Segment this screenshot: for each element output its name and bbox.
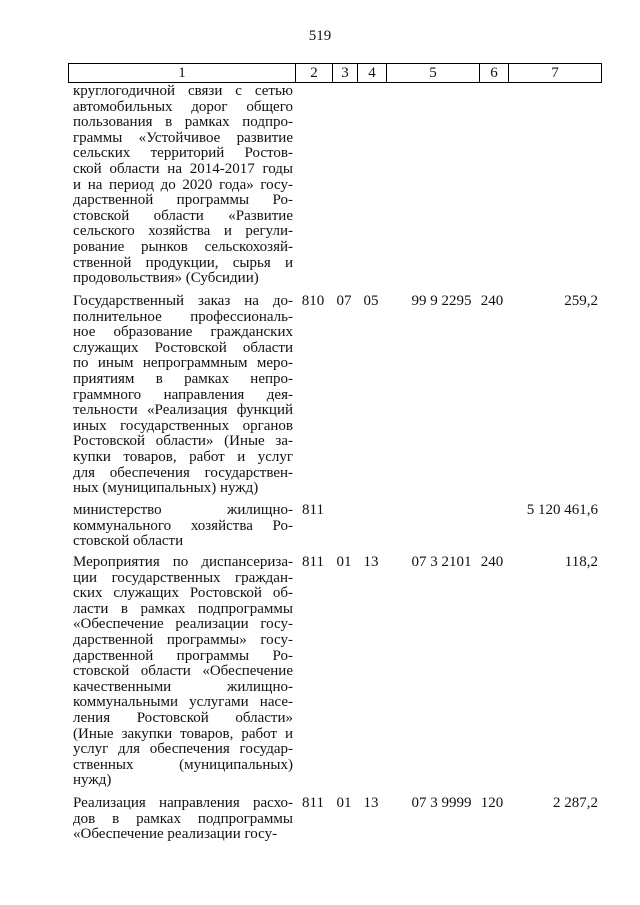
description-line: ственной продукции, сырья и — [73, 254, 293, 271]
description-line: купки товаров, работ и услуг — [73, 448, 293, 465]
section-code: 01 — [336, 795, 352, 811]
description-line: сельского хозяйства и регули- — [73, 223, 293, 240]
description-line: Ростовской области» (Иные за- — [73, 433, 293, 450]
description-line: служащих Ростовской области — [73, 339, 293, 356]
description-line: рование рынков сельскохозяй- — [73, 238, 293, 255]
description-line: граммного направления дея- — [73, 386, 293, 403]
description-line: дарственной программы Ро- — [73, 192, 293, 209]
description-line: коммунального хозяйства Ро- — [73, 517, 293, 534]
header-col-4: 4 — [368, 65, 376, 81]
subsection-code: 05 — [363, 293, 379, 309]
description-line: приятиям в рамках непро- — [73, 370, 293, 387]
description-line: ции государственных граждан- — [73, 569, 293, 586]
description-line: ласти в рамках подпрограммы — [73, 600, 293, 617]
section-code: 07 — [336, 293, 352, 309]
description-line: нужд) — [73, 772, 112, 789]
description-line: продовольствия» (Субсидии) — [73, 270, 259, 287]
row-description — [73, 294, 293, 497]
description-line: «Обеспечение реализации госу- — [73, 616, 293, 633]
description-line: Государственный заказ на до- — [73, 293, 293, 309]
section-code: 01 — [336, 554, 352, 570]
description-line: дарственной программы» госу- — [73, 631, 293, 648]
description-line: круглогодичной связи с сетью — [73, 83, 293, 99]
description-line: стовской области — [73, 533, 184, 550]
amount: 5 120 461,6 — [526, 502, 598, 518]
description-line: коммунальными услугами насе- — [73, 694, 293, 711]
expense-type-code: 240 — [480, 554, 504, 570]
description-line: ное образование гражданских — [73, 324, 293, 341]
header-col-3: 3 — [341, 65, 349, 81]
description-line: тельности «Реализация функций — [73, 402, 293, 419]
description-line: граммы «Устойчивое развитие — [73, 129, 293, 146]
description-line: стовской области «Развитие — [73, 207, 293, 224]
target-article-code: 07 3 9999 — [411, 795, 472, 811]
description-line: иных государственных органов — [73, 417, 293, 434]
header-col-7: 7 — [551, 65, 559, 81]
admin-code: 810 — [301, 293, 325, 309]
header-col-1: 1 — [178, 65, 186, 81]
description-line: дов в рамках подпрограммы — [73, 810, 293, 827]
amount: 118,2 — [564, 554, 598, 570]
description-line: для обеспечения государствен- — [73, 464, 293, 481]
admin-code: 811 — [302, 795, 324, 811]
description-line: «Обеспечение реализации госу- — [73, 826, 278, 843]
description-line: Мероприятия по диспансериза- — [73, 554, 293, 570]
description-line: Реализация направления расхо- — [73, 795, 293, 811]
description-line: и на период до 2020 года» госу- — [73, 176, 293, 193]
row-description — [73, 796, 293, 843]
amount: 2 287,2 — [553, 795, 598, 811]
description-line: автомобильных дорог общего — [73, 98, 293, 115]
description-line: ских служащих Ростовской об- — [73, 585, 293, 602]
expense-type-code: 240 — [480, 293, 504, 309]
description-line: ственных (муниципальных) — [73, 756, 293, 773]
header-col-5: 5 — [429, 65, 437, 81]
row-description — [73, 503, 293, 550]
description-line: дарственной программы Ро- — [73, 647, 293, 664]
subsection-code: 13 — [363, 554, 379, 570]
description-line: по иным непрограммным меро- — [73, 355, 293, 372]
description-line: ных (муниципальных) нужд) — [73, 480, 259, 497]
target-article-code: 99 9 2295 — [411, 293, 472, 309]
admin-code: 811 — [302, 502, 324, 518]
row-description — [73, 555, 293, 789]
description-line: услуг для обеспечения государ- — [73, 741, 293, 758]
table-header — [68, 63, 602, 83]
header-col-2: 2 — [310, 65, 318, 81]
description-line: министерство жилищно- — [73, 502, 293, 518]
description-line: пользования в рамках подпро- — [73, 114, 293, 131]
subsection-code: 13 — [363, 795, 379, 811]
amount: 259,2 — [564, 293, 598, 309]
description-line: (Иные закупки товаров, работ и — [73, 725, 293, 742]
description-line: стовской области «Обеспечение — [73, 663, 293, 680]
header-col-6: 6 — [490, 65, 498, 81]
description-line: полнительное профессиональ- — [73, 308, 293, 325]
description-line: качественными жилищно- — [73, 678, 293, 695]
row-description — [73, 84, 293, 287]
admin-code: 811 — [302, 554, 324, 570]
description-line: сельских территорий Ростов- — [73, 145, 293, 162]
target-article-code: 07 3 2101 — [411, 554, 472, 570]
description-line: ской области на 2014-2017 годы — [73, 160, 293, 177]
page-number: 519 — [308, 28, 332, 44]
description-line: ления Ростовской области» — [73, 709, 293, 726]
expense-type-code: 120 — [480, 795, 504, 811]
